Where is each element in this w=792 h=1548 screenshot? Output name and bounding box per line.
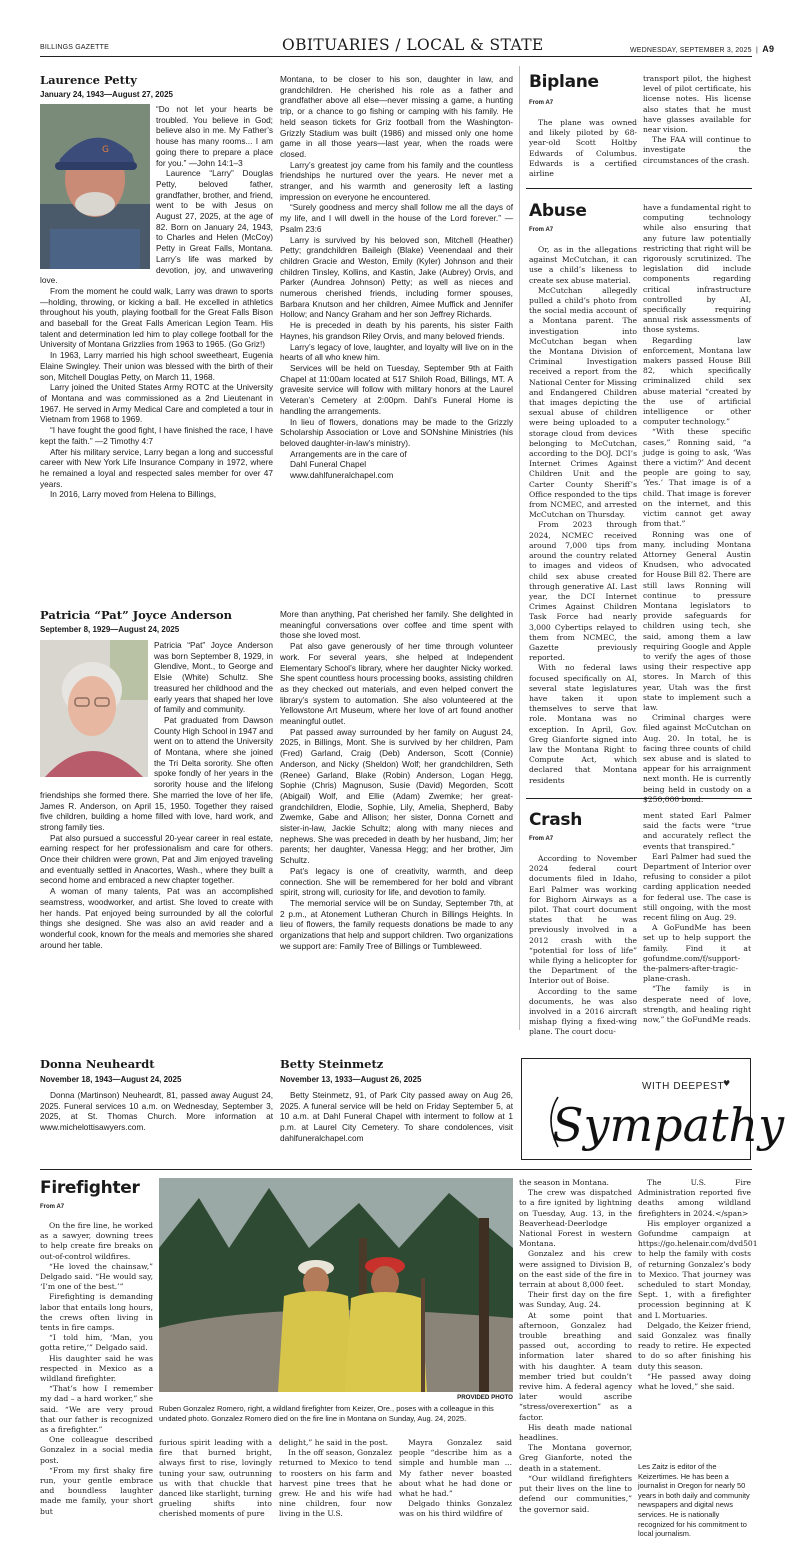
petty-p7: After his military service, Larry began a long and successful career with New York Life Insurance Company in 1972, where he remained a loyal and respected sales member for over 47 years. <box>40 446 273 489</box>
petty-p5: Larry joined the United States Army ROTC at the University of Montana and was commissioned as a 2nd Lieutenant in 1967. He served in Army Medical Care and completed a tour in Vietnam from 1968 to 1969. <box>40 382 273 425</box>
obit-body-anderson-col2 <box>280 609 513 952</box>
sympathy-big: Sympathy <box>552 1098 785 1152</box>
jump-from-crash: From A7 <box>529 836 554 842</box>
issue-date: WEDNESDAY, SEPTEMBER 3, 2025 | A9 <box>630 44 775 54</box>
column-divider <box>519 66 520 1030</box>
petty-p11: “Surely goodness and mercy shall follow me all the days of my life, and I will dwell in the house of the Lord forever.” —Psalm 23:6 <box>280 202 513 234</box>
crash-col1 <box>529 854 637 1038</box>
ff-p11: In the off season, Gonzalez returned to Mexico to tend to roosters on his farm and harvest pine trees that he grew. He and his wife had nine children, four now living in the U.S. <box>279 1448 392 1519</box>
firefighter-col1 <box>40 1221 153 1517</box>
anderson-p3: Pat also pursued a successful 20-year career in real estate, earning respect for her professionalism and care for others. Once their children were grown, Pat and Jim enjoyed traveling and eventually settled in Anacortes, Wash., where they built a second home and embraced a new chapter together. <box>40 832 273 886</box>
abuse-p4: With no federal laws focused specifically on AI, several state legislatures have taken it upon themselves to serve that role. Montana was no exception. In April, Gov. Greg Gianforte signed into law the Montana Right to Compute Act, which declared that Montana residents <box>529 663 637 785</box>
ff-p2: “He loved the chainsaw,” Delgado said. “He would say, ‘I’m one of the best.’” <box>40 1261 153 1292</box>
sympathy-art <box>522 1059 785 1159</box>
ff-p17: Their first day on the fire was Sunday, Aug. 24. <box>519 1290 632 1310</box>
newspaper-name: BILLINGS GAZETTE <box>40 44 109 51</box>
anderson-p9: The memorial service will be on Sunday, September 7th, at 2 p.m., at Atonement Lutheran Church in Billings Heights. In lieu of flowers, the family requests donations be made to any organizations that help and support children. Two organizations we support are: Family Tree of Billings or Tumbleweed. <box>280 897 513 951</box>
firefighter-photo <box>159 1178 513 1392</box>
abuse-col1 <box>529 245 637 786</box>
section-head-firefighter: Firefighter <box>40 1178 140 1198</box>
steinmetz-p1: Betty Steinmetz, 91, of Park City passed away on Aug 26, 2025. A funeral service will be held on Friday September 5, at 10 a.m. at Dahl Funeral Chapel with interment to follow at 1 p.m. at Laurel City Cemetery. To share condolences, visit dahlfuneralchapel.com <box>280 1090 513 1143</box>
abuse-p3: From 2023 through 2024, NCMEC received around 7,000 tips from around the country related to images and videos of child sex abuse created through generative AI. Last year, the DCI Internet Crimes Against Children Task Force had nearly 3,000 Cybertips relayed to them from NCMEC, the Gazette previously reported. <box>529 520 637 663</box>
ff-p10: delight,” he said in the post. <box>279 1438 389 1447</box>
abuse-p9: Criminal charges were filed against McCutchan on Aug. 20. In total, he is facing three counts of child sex abuse and is slated to appear for his arraignment next month. He is currently being held in custody on a $250,000 bond. <box>643 713 751 804</box>
ff-p9: furious spirit leading with a fire that burned bright, always first to rise, lovingly tuning your saw, outrunning us with that chuckle that danced like starlight, turning grueling shifts into cherished moments of pure <box>159 1438 272 1519</box>
ff-p25: “He passed away doing what he loved,” she said. <box>638 1371 751 1392</box>
sympathy-small: WITH DEEPEST <box>642 1081 725 1092</box>
petty-p8: In 2016, Larry moved from Helena to Billings, <box>50 489 217 500</box>
firefighter-col2 <box>159 1438 272 1520</box>
ff-p8: “From my first shaky fire run, your gentle embrace and boundless laughter made me family, your short but <box>40 1465 153 1516</box>
petty-p14: Larry’s legacy of love, laughter, and loyalty will live on in the hearts of all who knew him. <box>280 341 513 363</box>
firefighter-col3 <box>279 1438 392 1520</box>
ff-p13: Delgado thinks Gonzalez was on his third wildfire of <box>399 1499 512 1519</box>
ff-p21: “Our wildland firefighters put their lives on the line to defend our communities,” the governor said. <box>519 1473 632 1514</box>
petty-p16: In lieu of flowers, donations may be made to the Grizzly Scholarship Association or Love and SONshine Ministries (his beloved daughter-in-law’s ministry). <box>280 416 513 448</box>
biplane-p3: The FAA will continue to investigate the circumstances of the crash. <box>643 135 751 165</box>
portrait-petty <box>40 104 150 269</box>
crash-p6: “The family is in desperate need of love, strength, and healing right now,” the GoFundMe reads. <box>643 984 751 1025</box>
firefighter-col6 <box>638 1178 758 1392</box>
biplane-rule <box>526 188 752 189</box>
biplane-col1 <box>529 118 637 179</box>
obit-name-anderson: Patricia “Pat” Joyce Anderson <box>40 608 233 622</box>
neuheardt-p1: Donna (Martinson) Neuheardt, 81, passed away August 24, 2025. Funeral services 10 a.m. on Wednesday, September 3, 2025, at St. Thomas Church. More information at www.michelottisawyers.com. <box>40 1090 273 1133</box>
obit-body-neuheardt <box>40 1090 273 1133</box>
ff-p15: The crew was dispatched to a fire ignited by lightning on Tuesday, Aug. 13, in the Beaverhead-Deerlodge National Forest in western Montana. <box>519 1188 632 1249</box>
section-head-crash: Crash <box>529 810 583 830</box>
abuse-p1: Or, as in the allegations against McCutchan, it can use a child’s likeness to create sex abuse material. <box>529 245 637 285</box>
ff-p14: the season in Montana. <box>519 1178 609 1187</box>
anderson-p2: Pat graduated from Dawson County High School in 1947 and went on to attend the University of Montana, where she joined the Tri Delta sorority. She often spoke fondly of her years in the sorority house and the lifelong friendships she formed there. She married the love of her life, James R. Anderson, on April 15, 1950. Together they raised five children, building a home filled with love, hard work, and strong family ties. <box>40 714 274 832</box>
abuse-rule <box>526 798 752 799</box>
obit-name-steinmetz: Betty Steinmetz <box>280 1057 384 1071</box>
anderson-p8: Pat’s legacy is one of creativity, warmth, and deep connection. She will be remembered for her bold and vibrant spirit, strong will, curiosity for life, and devotion to family. <box>280 865 513 898</box>
crash-p1: According to November 2024 federal court documents filed in Idaho, Earl Palmer was working for Bighorn Airways as a pilot. That court document states that he was previously involved in a 2012 crash with the “potential for loss of life” while flying a helicopter for the Department of the Interior out of Boise. <box>529 854 637 986</box>
anderson-p7: Pat passed away surrounded by her family on August 24, 2025, in Billings, Mont. She is survived by her children, Pam (Fred) Garland, Craig (Deb) Anderson, Scott (Connie) Anderson, and Nicky (Sheldon) Wolf; her grandchildren, Seth (Renee) Garland, Blake (Robin) Anderson, Logan Hegg, Sophie (Chris) Magnuson, Susie (David) Megorden, Scott (Abigail) Wolf, and Ellie (Adam) Zwemke; her great-grandchildren, Elodie, Sophie, Lily, Amelia, Shepherd, Baby Zwemke, Gabe and Allison; her sister, Donna Cornett and sister-in-law, Jackie Schultz; along with many nieces and nephews. She was preceded in death by her husband, Jim; her parents; her daughter, Vanessa Hegg; and her brother, Jim Schultz. <box>280 726 513 866</box>
petty-p10: Larry’s greatest joy came from his family and the countless friendships he nurtured over the years. He never met a stranger, and his warmth and generosity left a lasting impression on everyone he encountered. <box>280 159 513 202</box>
biplane-p1: The plane was owned and likely piloted by 68-year-old Scott Holtby Edwards of Columbus. Edwards is a certified airline <box>529 118 637 179</box>
section-head-abuse: Abuse <box>529 201 587 221</box>
ff-p5: His daughter said he was respected in Mexico as a wildland firefighter. <box>40 1353 153 1384</box>
ff-p20: The Montana governor, Greg Gianforte, noted the death in a statement. <box>519 1443 632 1473</box>
crash-p5: A GoFundMe has been set up to help support the family. Find it at gofundme.com/f/support-the-palmers-after-tragic-plane-crash. <box>643 923 751 984</box>
abuse-p5: have a fundamental right to computing technology while also ensuring that any future law potentially restricting that right will be rigorously scrutinized. The legislation did include components regarding critical infrastructure controlled by AI, specifically requiring annual risk assessments of those systems. <box>643 203 751 335</box>
date-text: WEDNESDAY, SEPTEMBER 3, 2025 <box>630 47 752 54</box>
petty-p4: In 1963, Larry married his high school sweetheart, Eugenia Elaine Swingley. Their union was blessed with the birth of their son, Mitchell Douglas Petty, on March 11, 1968. <box>40 350 273 382</box>
sympathy-ad <box>521 1058 785 1160</box>
abuse-p2: McCutchan allegedly pulled a child’s photo from the social media account of a Montana parent. The investigation into McCutchan began when the Montana Division of Criminal Investigation received a report from the National Center for Missing and Endangered Children that images depicting the sexual abuse of children were being uploaded to a storage cloud from devices belonging to McCutchan, according to the DOJ. DCI’s Internet Crimes Against Children Unit and the Carter County Sheriff’s Office responded to the tips from NCMEC, and arrested McCutchan on Thursday. <box>529 285 637 520</box>
header-rule <box>40 56 752 57</box>
crash-col2 <box>643 811 751 1025</box>
obit-name-neuheardt: Donna Neuheardt <box>40 1057 155 1071</box>
crash-p4: Earl Palmer had sued the Department of Interior over refusing to consider a pilot carding application needed for federal use. The case is still ongoing, with the most recent filing on Aug. 29. <box>643 851 751 923</box>
abuse-p7: “With these specific cases,” Ronning said, “a judge is going to ask, ‘Was there a victim?’ And decent people are going to say, ‘Yes.’ That image is of a child. That image is forever on the internet, and this victim cannot get away from that.” <box>643 427 751 529</box>
obit-name-petty: Laurence Petty <box>40 73 137 87</box>
ff-p24: Delgado, the Keizer friend, said Gonzalez was finally ready to retire. He expected to do so after finishing his duty this season. <box>638 1320 751 1371</box>
obit-dates-petty: January 24, 1943—August 27, 2025 <box>40 90 173 99</box>
anderson-p5: More than anything, Pat cherished her family. She delighted in meaningful conversations over coffee and time spent with those she loved most. <box>280 609 513 641</box>
jump-from-firefighter: From A7 <box>40 1204 65 1210</box>
arrangements-link[interactable]: www.dahlfuneralchapel.com <box>290 470 394 481</box>
abuse-col2 <box>643 203 751 805</box>
petty-p6: “I have fought the good fight, I have finished the race, I have kept the faith.” —2 Timothy 4:7 <box>40 425 273 446</box>
petty-p2: Laurence “Larry” Douglas Petty, beloved father, grandfather, brother, and friend, went to be with Jesus on August 27, 2025, at the age of 82. Born on January 24, 1943, to Charles and Helen (McCoy) Petty in Great Falls, Montana. Larry’s life was marked by devotion, joy, and unwavering love. <box>40 168 273 286</box>
page-number: A9 <box>762 44 775 54</box>
anderson-p4: A woman of many talents, Pat was an accomplished seamstress, woodworker, and artist. She loved to create with her hands. Pat enjoyed being surrounded by all the colorful things she designed. She was also an avid reader and a wonderful cook, known for the meals and memories she shared around her table. <box>40 886 273 950</box>
obit-body-steinmetz <box>280 1090 513 1144</box>
firefighter-col4 <box>399 1438 512 1520</box>
anderson-p1: Patricia “Pat” Joyce Anderson was born September 8, 1929, in Glendive, Mont., to George and Elsie (White) Schultz. She treasured her childhood and the early years that shaped her love of family and community. <box>154 640 273 715</box>
photo-credit: PROVIDED PHOTO <box>457 1394 513 1401</box>
petty-p3: From the moment he could walk, Larry was drawn to sports—holding, throwing, or kicking a ball. He excelled in athletics throughout his youth, playing football for the Great Falls Bison and baseball for the Great Falls American Legion Team. His talent and determination led him to play college football for the University of Montana Grizzlies from 1963 to 1965. (Go Griz!) <box>40 285 273 350</box>
photo-caption: Ruben Gonzalez Romero, right, a wildland firefighter from Keizer, Ore., poses with a colleague in this undated photo. Gonzalez Romero died on the fire line in Montana on Sunday, Aug. 24, 2025. <box>159 1404 494 1423</box>
abuse-p8: Ronning was one of many, including Montana Attorney General Austin Knudsen, who advocated for House Bill 82. There are still laws Ronning will continue to pressure Montana legislators to provide safeguards for children using tech, she said, among them a law requiring Google and Apple to verify the ages of those using their respective app stores. In March of this year, Utah was the first state to implement such a law. <box>643 529 751 712</box>
petty-p9: Montana, to be closer to his son, daughter in law, and grandchildren. He cherished his role as a father and grandfather above all else—never missing a game, a hunting trip, or a chance to go fishing or camping with his family. He held season tickets for Griz football from the Washington-Grizzly Stadium was built (1986) and missed only one home game in all those years—last year, when the roads were closed. <box>280 74 513 159</box>
ff-p1: On the fire line, he worked as a sawyer, downing trees to help create fire breaks on out-of-control wildfires. <box>40 1221 153 1261</box>
ff-p16: Gonzalez and his crew were assigned to Division B, on the east side of the fire in terrain at about 8,000 feet. <box>519 1249 632 1290</box>
biplane-col2 <box>643 74 751 166</box>
section-head-biplane: Biplane <box>529 72 599 92</box>
biplane-p2: transport pilot, the highest level of pilot certificate, his license notes. His license also states that he must have glasses available for near vision. <box>643 74 751 135</box>
anderson-p6: Pat also gave generously of her time through volunteer work. For several years, she helped at Independent Elementary School’s library, where her daughter Nicky worked. She spent countless hours processing books, assisting children as they checked out materials, and even helped convert the library’s system to automation. She also volunteered at the Yellowstone Art Museum, where her love of art found another meaningful outlet. <box>280 641 513 727</box>
crash-p3: ment stated Earl Palmer said the facts were “true and accurately reflect the events that transpired.” <box>643 811 751 851</box>
obit-body-anderson-col1 <box>40 640 273 950</box>
arrangements-line1: Arrangements are in the care of <box>290 448 407 459</box>
petty-p12: Larry is survived by his beloved son, Mitchell (Heather) Petty; grandchildren Baileigh (Blake) Veenendaal and their children Gracie and Weston, Emily (Kyler) Johnson and their children Tinsley, Kollins, and Kastin, Jake (Aubrey) Orvis, and Parker (Aundrea Johnson) Petty; as well as nieces and numerous cherished friends, including former spouses, Barbara Knutson and her children, Aimee Muffick and Jennifer Hollow; and Nancy Graham and her son Jeffrey Richards. <box>280 234 513 320</box>
ff-p4: “I told him, ‘Man, you gotta retire,’” Delgado said. <box>40 1333 153 1353</box>
cap-logo: G <box>102 145 109 155</box>
obit-body-petty-col1 <box>40 104 273 500</box>
ff-p3: Firefighting is demanding labor that entails long hours, the crews often living in tents in fire camps. <box>40 1292 153 1333</box>
firefighter-col5 <box>519 1178 632 1515</box>
ff-p23: His employer organized a Gofundme campaign at https://go.helenair.com/dvd501 to help the family with costs of returning Gonzalez’s body to Mexico. That journey was scheduled to start Monday, Sept. 1, with a firefighter procession beginning at K and L Mortuaries. <box>638 1218 758 1320</box>
heart-icon: ♥ <box>723 1079 731 1088</box>
jump-from-abuse: From A7 <box>529 227 554 233</box>
ff-p22: The U.S. Fire Administration reported five deaths among wildland firefighters in 2024.</span> <box>638 1178 751 1218</box>
section-title: OBITUARIES / LOCAL & STATE <box>282 36 544 54</box>
ff-p6: “That’s how I remember my dad – a hard worker,” she said. “We are very proud that our father is recognized as a firefighter.” <box>40 1384 153 1435</box>
portrait-anderson <box>40 640 148 777</box>
obit-dates-steinmetz: November 13, 1933—August 26, 2025 <box>280 1075 422 1084</box>
petty-p15: Services will be held on Tuesday, September 9th at Faith Chapel at 11:00am located at 517 Shiloh Road, Billings, MT. A gravesite service will follow with military honors at the Laurel Veteran’s Cemetery at 2:00pm. Dahl’s Funeral Home is handling the arrangements. <box>280 362 513 416</box>
ff-p19: His death made national headlines. <box>519 1422 632 1443</box>
obit-body-petty-col2 <box>280 74 513 481</box>
petty-p1: “Do not let your hearts be troubled. You believe in God; believe also in me. My Father’s house has many rooms... I am going there to prepare a place for you.” —John 14:1–3 <box>156 104 273 168</box>
arrangements-line2: Dahl Funeral Chapel <box>290 459 367 470</box>
petty-p13: He is preceded in death by his parents, his sister Faith Haynes, his grandson Riley Orvis, and many beloved friends. <box>280 320 513 341</box>
crash-p2: According to the same documents, he was also involved in a 2016 aircraft mishap flying a fixed-wing plane. The court docu- <box>529 986 637 1037</box>
ff-p18: At some point that afternoon, Gonzalez had trouble breathing and passed out, according to information later shared with his daughter. A team member tried but couldn’t revive him. A federal agency later would ascribe “stress/overexertion” as a factor. <box>519 1310 632 1422</box>
obit-dates-neuheardt: November 18, 1943—August 24, 2025 <box>40 1075 182 1084</box>
ff-p7: One colleague described Gonzalez in a social media post. <box>40 1435 153 1465</box>
lower-rule <box>40 1169 752 1170</box>
author-bio: Les Zaitz is editor of the Keizertimes. He has been a journalist in Oregon for nearly 50 years in both daily and community newspapers and digital news services. He is nationally recognized for his commitment to local journalism. <box>638 1462 750 1539</box>
jump-from-biplane: From A7 <box>529 100 554 106</box>
ff-p12: Mayra Gonzalez said people “describe him as a simple and humble man ... My father never boasted about what he had done or what he had.” <box>399 1438 512 1499</box>
abuse-p6: Regarding law enforcement, Montana law makers passed House Bill 82, which specifically criminalized child sex abuse material “created by the use of artificial intelligence or other computer technology.” <box>643 335 751 427</box>
obit-dates-anderson: September 8, 1929—August 24, 2025 <box>40 625 180 634</box>
